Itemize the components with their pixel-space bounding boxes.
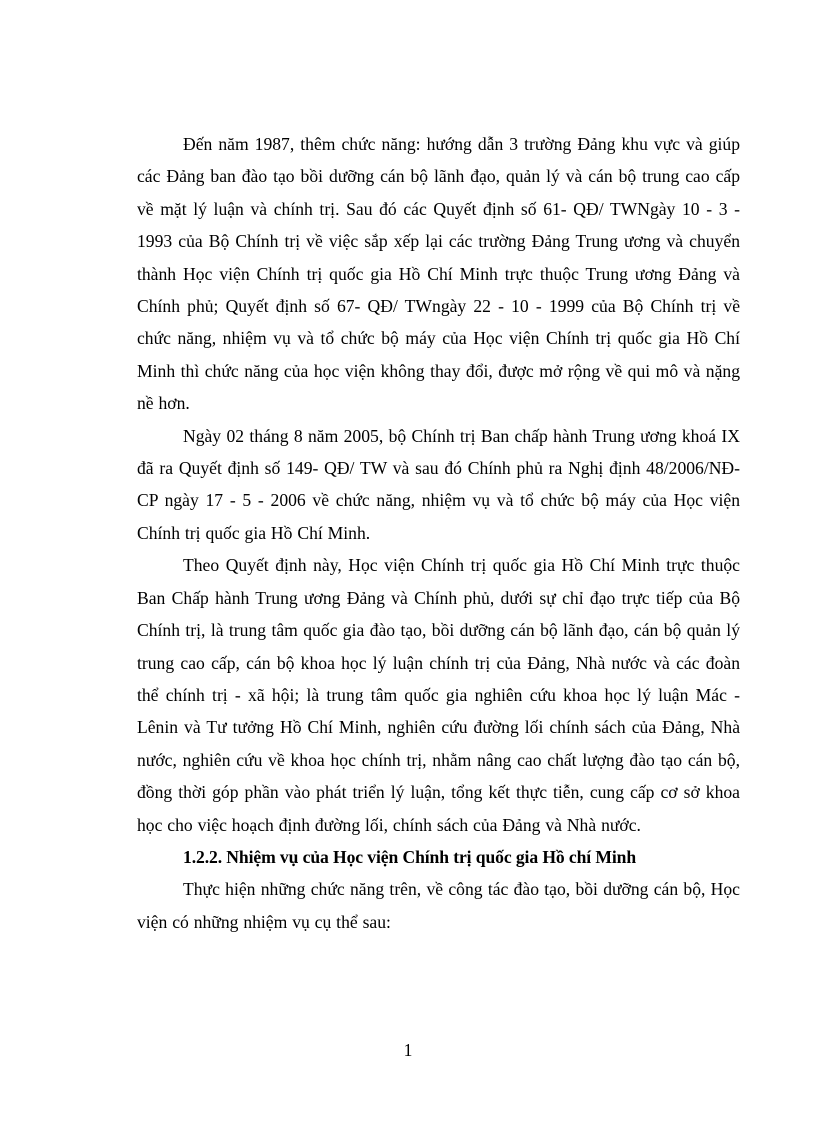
paragraph-decision-2005: Ngày 02 tháng 8 năm 2005, bộ Chính trị Ban chấp hành Trung ương khoá IX đã ra Quyết định số 149- QĐ/ TW và sau đó Chính phủ ra Nghị định 48/2006/NĐ- CP ngày 17 - 5 - 2006 về chức năng, nhiệm vụ và tổ chức bộ máy của Học viện Chính trị quốc gia Hồ Chí Minh.	[137, 425, 740, 543]
paragraph-tasks-intro: Thực hiện những chức năng trên, về công tác đào tạo, bồi dưỡng cán bộ, Học viện có những nhiệm vụ cụ thể sau:	[137, 879, 740, 932]
page-number: 1	[403, 1040, 413, 1060]
body-text	[137, 128, 740, 938]
paragraph-history-1987: Đến năm 1987, thêm chức năng: hướng dẫn 3 trường Đảng khu vực và giúp các Đảng ban đào tạo bồi dưỡng cán bộ lãnh đạo, quản lý và cán bộ trung cao cấp về mặt lý luận và chính trị. Sau đó các Quyết định số 61- QĐ/ TWNgày 10 - 3 - 1993 của Bộ Chính trị về việc sắp xếp lại các trường Đảng Trung ương và chuyển thành Học viện Chính trị quốc gia Hồ Chí Minh trực thuộc Trung ương Đảng và Chính phủ; Quyết định số 67- QĐ/ TWngày 22 - 10 - 1999 của Bộ Chính trị về chức năng, nhiệm vụ và tổ chức bộ máy của Học viện Chính trị quốc gia Hồ Chí Minh thì chức năng của học viện không thay đổi, được mở rộng về qui mô và nặng nề hơn.	[137, 134, 740, 414]
paragraph-academy-role: Theo Quyết định này, Học viện Chính trị quốc gia Hồ Chí Minh trực thuộc Ban Chấp hành Trung ương Đảng và Chính phủ, dưới sự chỉ đạo trực tiếp của Bộ Chính trị, là trung tâm quốc gia đào tạo, bồi dưỡng cán bộ lãnh đạo, cán bộ quản lý trung cao cấp, cán bộ khoa học lý luận chính trị của Đảng, Nhà nước và các đoàn thể chính trị - xã hội; là trung tâm quốc gia nghiên cứu khoa học lý luận Mác - Lênin và Tư tưởng Hồ Chí Minh, nghiên cứu đường lối chính sách của Đảng, Nhà nước, nghiên cứu về khoa học chính trị, nhằm nâng cao chất lượng đào tạo cán bộ, đồng thời góp phần vào phát triển lý luận, tổng kết thực tiễn, cung cấp cơ sở khoa học cho việc hoạch định đường lối, chính sách của Đảng và Nhà nước.	[137, 555, 740, 835]
section-heading: 1.2.2. Nhiệm vụ của Học viện Chính trị quốc gia Hồ chí Minh	[183, 846, 637, 867]
